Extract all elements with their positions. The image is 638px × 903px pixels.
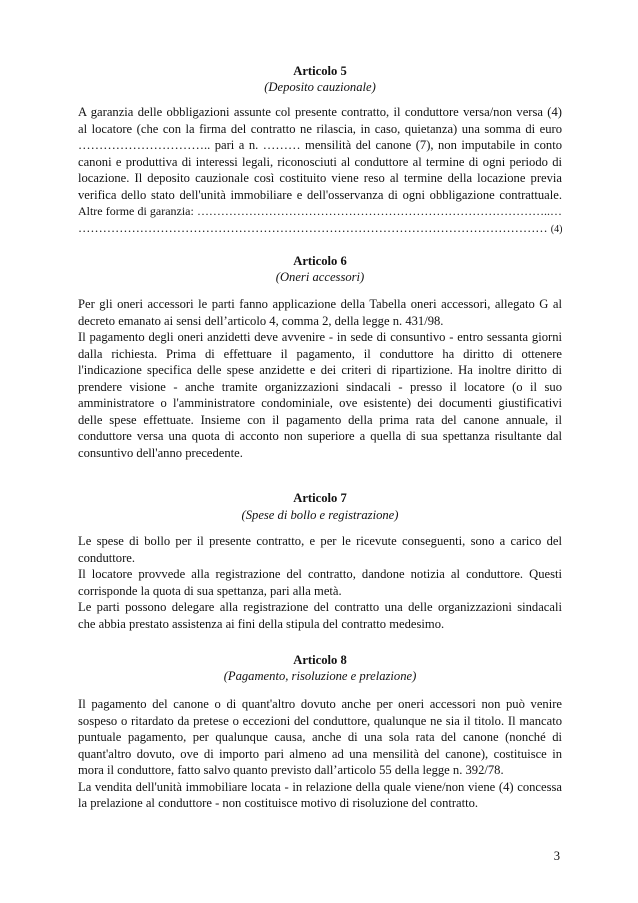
text-line: delle spese effettuate. Insieme con il pagamento della prima rata del canone annuale, il <box>78 412 562 427</box>
article-title: Articolo 5 <box>293 64 347 78</box>
text-line: La vendita dell'unità immobiliare locata - in relazione della quale viene/non viene (4) concessa <box>78 779 562 794</box>
dotted-fill: …………………………………………………………………………………………………… <box>78 220 548 235</box>
text-line: conduttore. <box>78 550 136 565</box>
text-line <box>78 220 562 237</box>
article-subtitle: (Spese di bollo e registrazione) <box>241 508 399 522</box>
text-line: Il pagamento del canone o di quant'altro dovuto anche per oneri accessori non può venire <box>78 697 562 711</box>
text-line: la prelazione al conduttore - non costituisce motivo di risoluzione del contratto. <box>78 796 479 810</box>
text-line: quant'altro dovuto, ove di importo pari almeno ad una mensilità del canone), costituisce in <box>78 746 562 761</box>
text-line: sospeso o ritardato da pretese o eccezioni del conduttore, qualunque ne sia il titolo. Il mancato <box>78 713 562 728</box>
text-line: Il locatore provvede alla registrazione del contratto, dandone notizia al conduttore. Questi <box>78 567 562 581</box>
text-line: locazione. Il deposito cauzionale così costituito viene reso al termine della locazione previa <box>78 171 562 185</box>
text-line: consuntivo dell'anno precedente. <box>78 445 243 460</box>
text-line: l'indicazione specifica delle spese anzidette e dei criteri di ripartizione. Ha inoltre diritto di <box>78 363 562 377</box>
text-line: Le parti possono delegare alla registrazione del contratto una delle organizzazioni sindacali <box>78 600 562 614</box>
article-subtitle: (Oneri accessori) <box>275 270 365 284</box>
text-line: Altre forme di garanzia: ……………………………………………………………………………..… <box>78 204 562 218</box>
text-line: canoni e produttiva di interessi legali, riconosciuti al conduttore al termine di ogni periodo di <box>78 154 562 169</box>
text-line: Le spese di bollo per il presente contratto, e per le ricevute conseguenti, sono a carico del <box>78 534 562 548</box>
article-subtitle: (Pagamento, risoluzione e prelazione) <box>223 669 417 683</box>
article-subtitle: (Deposito cauzionale) <box>264 80 376 94</box>
article-body <box>78 696 562 812</box>
article-body <box>78 104 562 236</box>
text-line: amministratore o l'amministratore condominiale, ove esistente) dei documenti giustificativi <box>78 396 562 410</box>
article-body <box>78 533 562 632</box>
text-line: verifica dello stato dell'unità immobiliare e dell'osservanza di ogni obbligazione contrattuale. <box>78 187 562 202</box>
article-title: Articolo 6 <box>293 254 347 268</box>
article-body <box>78 296 562 461</box>
text-line: decreto emanato ai sensi dell’articolo 4, comma 2, della legge n. 431/98. <box>78 313 444 328</box>
text-line: Il pagamento degli oneri anzidetti deve avvenire - in sede di consuntivo - entro sessanta giorni <box>78 330 562 344</box>
text-line: ………………………….. pari a n. ……… mensilità del canone (7), non imputabile in conto <box>78 138 562 152</box>
text-line: che abbia prestato assistenza ai fini della stipula del contratto medesimo. <box>78 616 445 631</box>
reference-note: (4) <box>550 223 563 235</box>
text-line: Per gli oneri accessori le parti fanno applicazione della Tabella oneri accessori, allegato G al <box>78 297 562 311</box>
text-line: al locatore (che con la firma del contratto ne rilascia, in caso, quietanza) una somma di euro <box>78 121 562 136</box>
text-line: dalla richiesta. Prima di effettuare il pagamento, il conduttore ha diritto di ottenere <box>78 346 562 361</box>
text-line: mora il conduttore, fatto salvo quanto previsto dall’articolo 55 della legge n. 392/78. <box>78 763 504 777</box>
page-number: 3 <box>553 849 560 863</box>
article-title: Articolo 8 <box>293 653 347 667</box>
text-line: A garanzia delle obbligazioni assunte col presente contratto, il conduttore versa/non versa (4) <box>78 105 562 119</box>
text-line: prendere visione - anche tramite organizzazioni sindacali - presso il locatore (o il suo <box>78 379 562 394</box>
text-line: puntuale pagamento, per qualunque causa, anche di una sola rata del canone (nonché di <box>78 730 562 744</box>
article-title: Articolo 7 <box>293 491 347 505</box>
text-line: corrisponde la quota di sua spettanza, pari alla metà. <box>78 583 342 598</box>
text-line: conduttore versa una quota di acconto non superiore a quella di sua spettanza risultante dal <box>78 429 562 443</box>
